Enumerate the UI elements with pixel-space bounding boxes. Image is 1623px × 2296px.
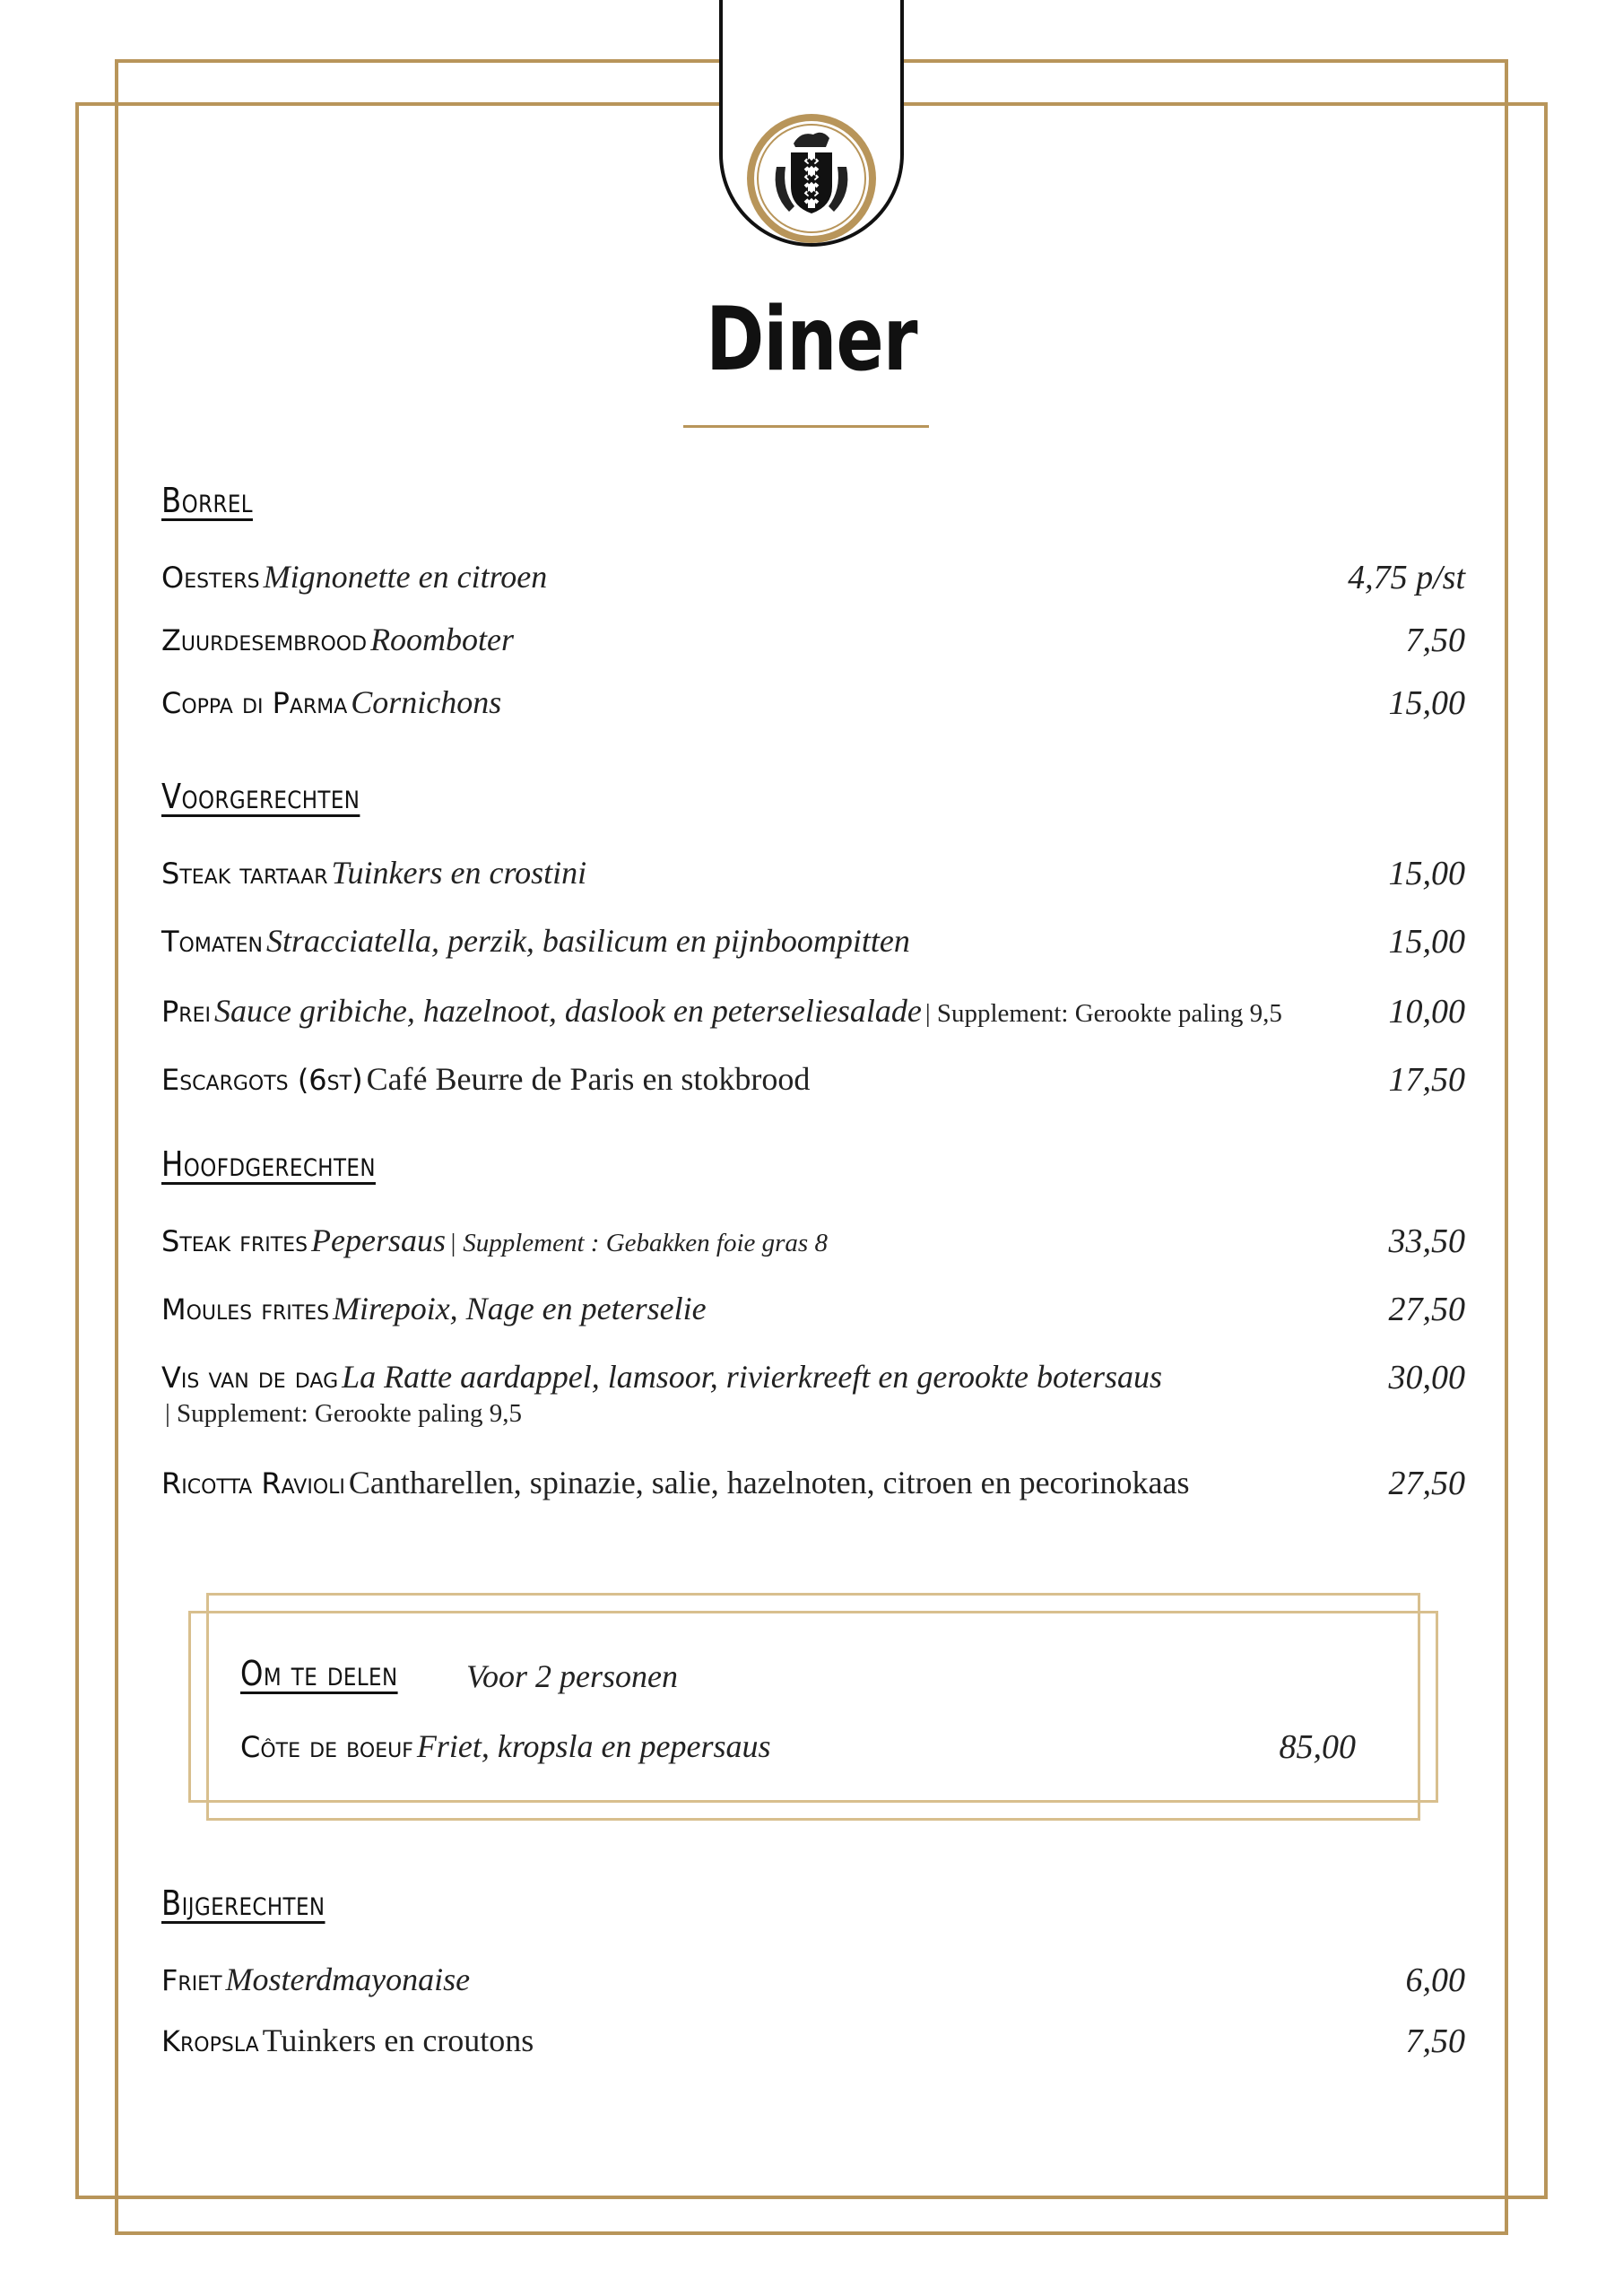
item-description: Mignonette en citroen	[263, 559, 548, 595]
menu-item	[161, 558, 1465, 596]
menu-item	[161, 621, 1465, 658]
section-title-borrel: Borrel	[161, 481, 253, 520]
page-title: Diner	[706, 289, 917, 391]
item-price: 15,00	[1388, 855, 1465, 892]
menu-item	[240, 1727, 1356, 1765]
menu-item	[161, 992, 1465, 1030]
item-description: Cantharellen, spinazie, salie, hazelnoten, citroen en pecorinokaas	[348, 1465, 1190, 1500]
menu-item	[161, 2022, 1465, 2059]
menu-item	[161, 922, 1465, 960]
menu-item	[161, 1358, 1465, 1429]
item-price: 15,00	[1388, 684, 1465, 722]
item-name: Steak tartaar	[161, 857, 328, 891]
item-price: 15,00	[1388, 923, 1465, 961]
item-name: Escargots (6st)	[161, 1063, 363, 1097]
item-name: Steak frites	[161, 1224, 308, 1258]
item-price: 10,00	[1388, 993, 1465, 1031]
item-name: Oesters	[161, 561, 260, 595]
menu-item	[161, 854, 1465, 891]
item-description: Tuinkers en crostini	[331, 855, 587, 891]
item-name: Kropsla	[161, 2024, 259, 2058]
item-price: 27,50	[1388, 1465, 1465, 1502]
item-name: Coppa di Parma	[161, 686, 348, 720]
item-price: 27,50	[1388, 1291, 1465, 1328]
item-supplement: | Supplement: Gerookte paling 9,5	[924, 999, 1282, 1028]
item-supplement: | Supplement : Gebakken foie gras 8	[449, 1229, 828, 1257]
item-price: 85,00	[1279, 1728, 1356, 1766]
item-price: 17,50	[1388, 1061, 1465, 1099]
menu-item	[161, 683, 1465, 721]
item-description: Pepersaus	[311, 1222, 447, 1258]
item-name: Prei	[161, 995, 211, 1029]
item-description: La Ratte aardappel, lamsoor, rivierkreeft en gerookte botersaus	[342, 1359, 1162, 1395]
menu-item	[161, 1060, 1465, 1098]
section-title-om-te-delen: Om te delen	[240, 1654, 398, 1693]
share-box-frame	[188, 1611, 1438, 1803]
item-price: 6,00	[1405, 1961, 1465, 1999]
section-title-hoofdgerechten: Hoofdgerechten	[161, 1144, 376, 1184]
item-name: Vis van de dag	[161, 1361, 339, 1395]
section-title-bijgerechten: Bijgerechten	[161, 1883, 325, 1923]
item-price: 7,50	[1405, 2022, 1465, 2060]
item-supplement: | Supplement: Gerookte paling 9,5	[165, 1399, 523, 1428]
item-name: Friet	[161, 1963, 222, 1997]
item-name: Côte de boeuf	[240, 1730, 413, 1764]
item-description: Tuinkers en croutons	[262, 2022, 534, 2058]
menu-item	[161, 1290, 1465, 1327]
item-price: 7,50	[1405, 622, 1465, 659]
item-description: Friet, kropsla en pepersaus	[416, 1728, 771, 1764]
item-name: Zuurdesembrood	[161, 623, 368, 657]
menu-item	[161, 1464, 1465, 1501]
item-description: Cornichons	[351, 684, 502, 720]
menu-item	[161, 1222, 1465, 1259]
menu-item	[161, 1961, 1465, 1998]
section-subtitle: Voor 2 personen	[466, 1658, 678, 1694]
item-description: Roomboter	[370, 622, 515, 657]
item-description: Stracciatella, perzik, basilicum en pijnboompitten	[265, 923, 910, 959]
section-title-voorgerechten: Voorgerechten	[161, 777, 360, 816]
item-name: Moules frites	[161, 1292, 330, 1326]
item-name: Tomaten	[161, 925, 263, 959]
item-price: 30,00	[1388, 1359, 1465, 1396]
item-description: Mirepoix, Nage en peterselie	[333, 1291, 707, 1326]
item-description: Mosterdmayonaise	[225, 1961, 471, 1997]
amsterdam-coat-of-arms-icon	[744, 111, 879, 246]
item-price: 33,50	[1388, 1222, 1465, 1260]
item-description: Sauce gribiche, hazelnoot, daslook en peterseliesalade	[213, 993, 922, 1029]
title-divider	[683, 425, 929, 428]
item-name: Ricotta Ravioli	[161, 1466, 345, 1500]
item-description: Café Beurre de Paris en stokbrood	[366, 1061, 811, 1097]
item-price: 4,75 p/st	[1348, 559, 1465, 596]
